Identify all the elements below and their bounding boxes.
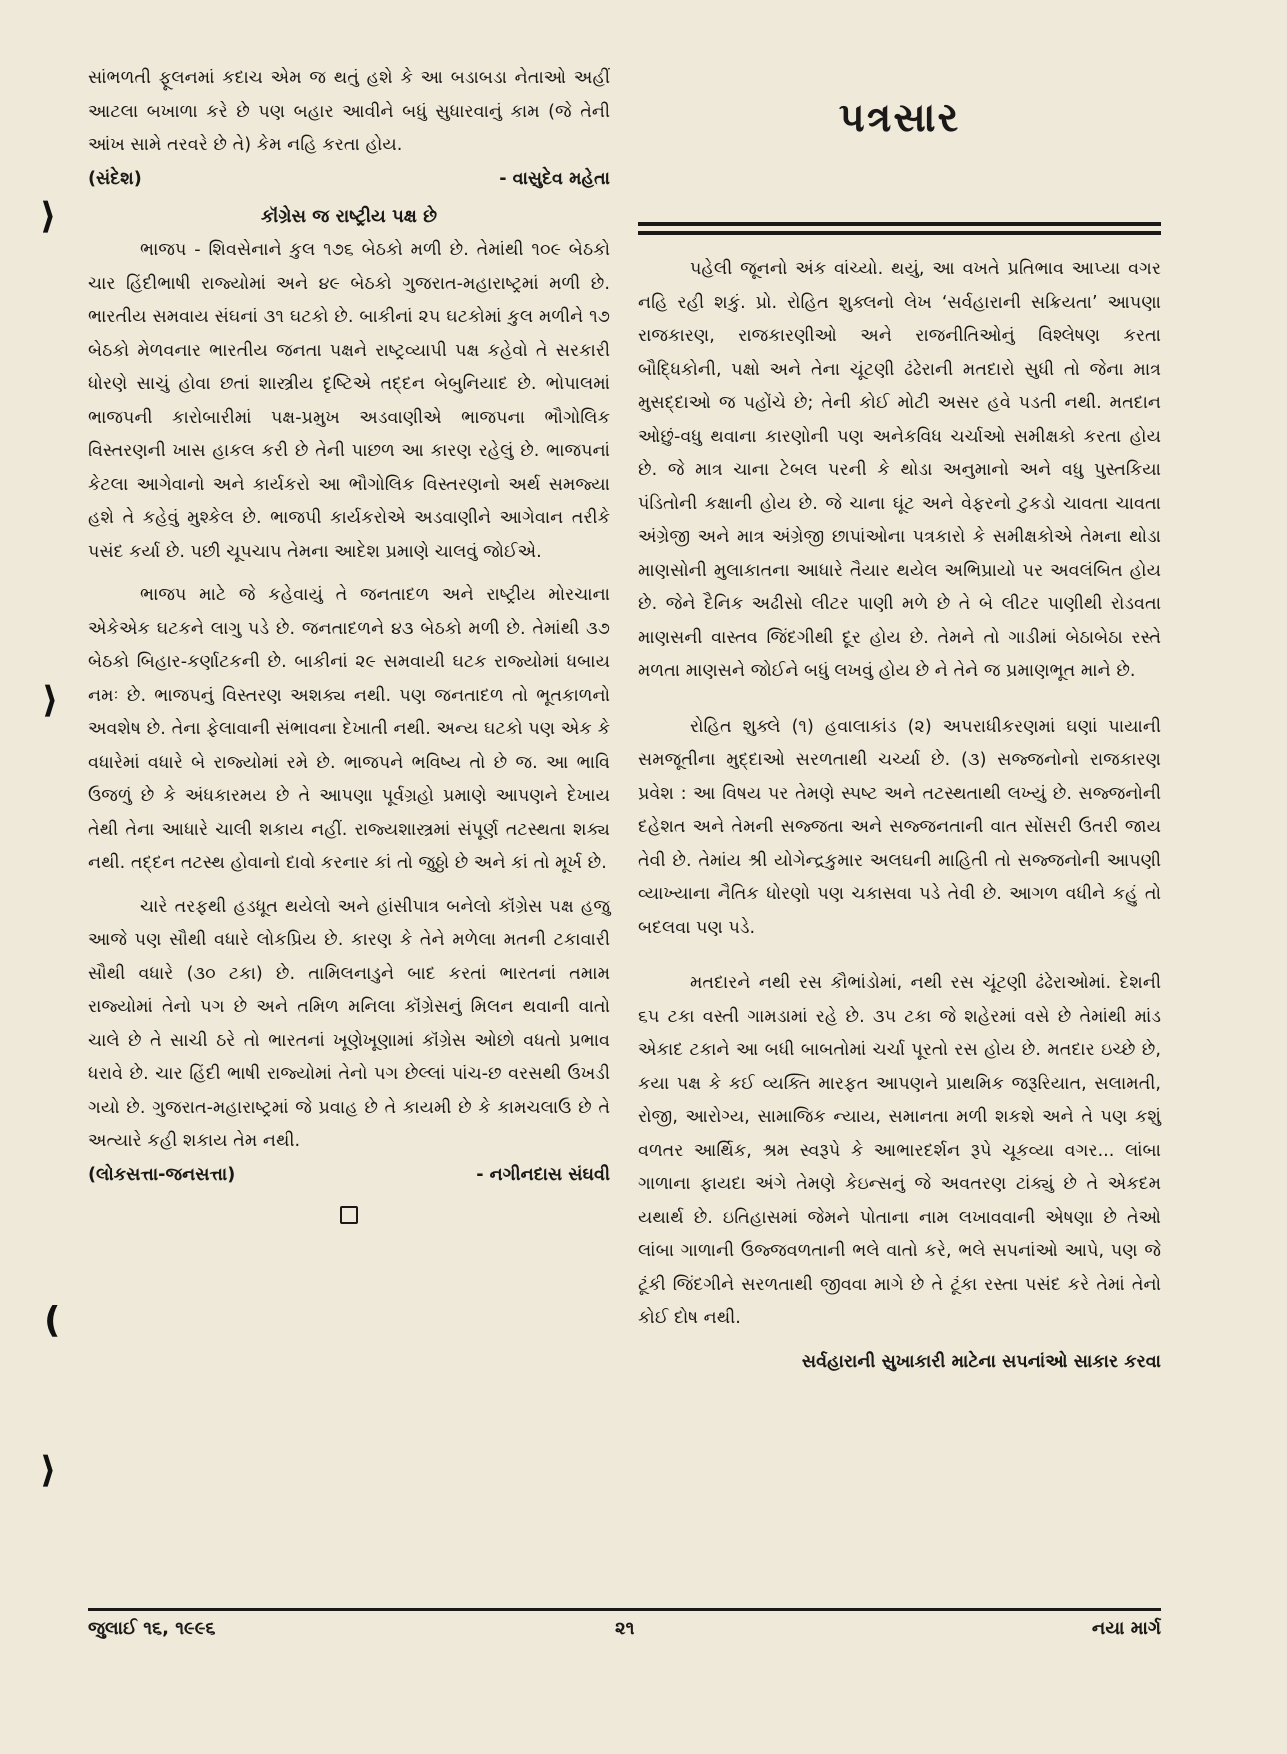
source-label: (સંદેશ) [88,168,142,189]
right-column [638,62,1161,1379]
margin-mark-icon: ⟩ [42,680,59,721]
byline [88,1159,610,1193]
margin-mark-icon: ( [44,1300,61,1341]
left-column [88,62,610,1224]
magazine-name: નયા માર્ગ [1091,1618,1161,1639]
article-paragraph: સાંભળતી ફૂલનમાં કદાચ એમ જ થતું હશે કે આ બડાબડા નેતાઓ અહીં આટલા બખાળા કરે છે પણ બહાર આવીને બધું સુધારવાનું કામ (જે તેની આંખ સામે તરવરે છે તે) કેમ નહિ કરતા હોય. [88,68,610,155]
end-mark-icon [340,1206,358,1224]
margin-mark-icon: ⟩ [40,196,57,237]
continuation-line: સર્વહારાની સુખાકારી માટેના સપનાંઓ સાકાર કરવા [801,1351,1161,1372]
section-masthead: પત્રસાર [838,95,961,141]
footer-rule [88,1608,1161,1611]
article-heading: કૉંગ્રેસ જ રાષ્ટ્રીય પક્ષ છે [260,206,438,227]
byline [88,163,610,197]
page-number: ૨૧ [615,1618,635,1639]
letter-paragraph: મતદારને નથી રસ કૌભાંડોમાં, નથી રસ ચૂંટણી ઢંઢેરાઓમાં. દેશની ૬૫ ટકા વસ્તી ગામડામાં રહે છે. ૩૫ ટકા જે શહેરમાં વસે છે તેમાંથી માંડ એકાદ ટકાને આ બધી બાબતોમાં ચર્ચા પૂરતો રસ હોય છે. મતદાર ઇચ્છે છે, કયા પક્ષ કે કઈ વ્યક્તિ મારફત આપણને પ્રાથમિક જરૂરિયાત, સલામતી, રોજી, આરોગ્ય, સામાજિક ન્યાય, સમાનતા મળી શકશે અને તે પણ કશું વળતર આર્થિક, શ્રમ સ્વરૂપે કે આભારદર્શન રૂપે ચૂકવ્યા વગર... લાંબા ગાળાના ફાયદા અંગે તેમણે કેઇન્સનું જે અવતરણ ટાંક્યું છે તે એકદમ યથાર્થ છે. ઇતિહાસમાં જેમને પોતાના નામ લખાવવાની એષણા છે તેઓ લાંબા ગાળાની ઉજ્જવળતાની ભલે વાતો કરે, ભલે સપનાંઓ આપે, પણ જે ટૂંકી જિંદગીને સરળતાથી જીવવા માગે છે તે ટૂંકા રસ્તા પસંદ કરે તેમાં તેનો કોઈ દોષ નથી. [638,973,1161,1328]
issue-date: જુલાઈ ૧૬, ૧૯૯૬ [88,1618,216,1639]
article-paragraph: ભાજપ માટે જે કહેવાયું તે જનતાદળ અને રાષ્ટ્રીય મોરચાના એકેએક ઘટકને લાગુ પડે છે. જનતાદળને ૪૩ બેઠકો મળી છે. તેમાંથી ૩૭ બેઠકો બિહાર-કર્ણાટકની છે. બાકીનાં ૨૯ સમવાયી ઘટક રાજ્યોમાં ધબાય નમઃ છે. ભાજપનું વિસ્તરણ અશક્ય નથી. પણ જનતાદળ તો ભૂતકાળનો અવશેષ છે. તેના ફેલાવાની સંભાવના દેખાતી નથી. અન્ય ઘટકો પણ એક કે વધારેમાં વધારે બે રાજ્યોમાં રમે છે. ભાજપને ભવિષ્ય તો છે જ. આ ભાવિ ઉજળું છે કે અંધકારમય છે તે આપણા પૂર્વગ્રહો પ્રમાણે આપણને દેખાય તેથી તેના આધારે ચાલી શકાય નહીં. રાજ્યશાસ્ત્રમાં સંપૂર્ણ તટસ્થતા શક્ય નથી. તદ્દન તટસ્થ હોવાનો દાવો કરનાર કાં તો જુઠ્ઠો છે અને કાં તો મૂર્ખ છે. [88,585,610,873]
letter-paragraph: પહેલી જૂનનો અંક વાંચ્યો. થયું, આ વખતે પ્રતિભાવ આપ્યા વગર નહિ રહી શકું. પ્રો. રોહિત શુક્લનો લેખ ‘સર્વહારાની સક્રિયતા’ આપણા રાજકારણ, રાજકારણીઓ અને રાજનીતિઓનું વિશ્લેષણ કરતા બૌદ્ધિકોની, પક્ષો અને તેના ચૂંટણી ઢંઢેરાની મતદારો સુધી તો જેના માત્ર મુસદ્દાઓ જ પહોંચે છે; તેની કોઈ મોટી અસર હવે પડતી નથી. મતદાન ઓછું-વધુ થવાના કારણોની પણ અનેકવિધ ચર્ચાઓ સમીક્ષકો કરતા હોય છે. જે માત્ર ચાના ટેબલ પરની કે થોડા અનુમાનો અને વધુ પુસ્તકિયા પંડિતોની કક્ષાની હોય છે. જે ચાના ઘૂંટ અને વેફરનો ટુકડો ચાવતા ચાવતા અંગ્રેજી અને માત્ર અંગ્રેજી છાપાંઓના પત્રકારો કે સમીક્ષકોએ તેમના થોડા માણસોની મુલાકાતના આધારે તૈયાર થયેલ અભિપ્રાયો પર અવલંબિત હોય છે. જેને દૈનિક અઢીસો લીટર પાણી મળે છે તે બે લીટર પાણીથી રોડવતા માણસની વાસ્તવ જિંદગીથી દૂર હોય છે. તેમને તો ગાડીમાં બેઠાબેઠા રસ્તે મળતા માણસને જોઈને બધું લખવું હોય છે ને તેને જ પ્રમાણભૂત માને છે. [638,259,1161,681]
margin-mark-icon: ⟩ [40,1450,57,1491]
author-name: - નગીનદાસ સંઘવી [476,1164,610,1185]
article-paragraph: ભાજપ - શિવસેનાને કુલ ૧૭૬ બેઠકો મળી છે. તેમાંથી ૧૦૯ બેઠકો ચાર હિંદીભાષી રાજ્યોમાં અને ૪૯ બેઠકો ગુજરાત-મહારાષ્ટ્રમાં મળી છે. ભારતીય સમવાય સંઘનાં ૩૧ ઘટકો છે. બાકીનાં ૨૫ ઘટકોમાં કુલ મળીને ૧૭ બેઠકો મેળવનાર ભારતીય જનતા પક્ષને રાષ્ટ્રવ્યાપી પક્ષ કહેવો તે સરકારી ધોરણે સાચું હોવા છતાં શાસ્ત્રીય દૃષ્ટિએ તદ્દન બેબુનિયાદ છે. ભોપાલમાં ભાજપની કારોબારીમાં પક્ષ-પ્રમુખ અડવાણીએ ભાજપના ભૌગોલિક વિસ્તરણની ખાસ હાકલ કરી છે તેની પાછળ આ કારણ રહેલું છે. ભાજપનાં કેટલા આગેવાનો અને કાર્યકરો આ ભૌગોલિક વિસ્તરણનો અર્થ સમજ્યા હશે તે કહેવું મુશ્કેલ છે. ભાજપી કાર્યકરોએ અડવાણીને આગેવાન તરીકે પસંદ કર્યા છે. પછી ચૂપચાપ તેમના આદેશ પ્રમાણે ચાલવું જોઈએ. [88,240,610,562]
article-paragraph: ચારે તરફથી હડધૂત થયેલો અને હાંસીપાત્ર બનેલો કૉંગ્રેસ પક્ષ હજુ આજે પણ સૌથી વધારે લોકપ્રિય છે. કારણ કે તેને મળેલા મતની ટકાવારી સૌથી વધારે (૩૦ ટકા) છે. તામિલનાડુને બાદ કરતાં ભારતનાં તમામ રાજ્યોમાં તેનો પગ છે અને તમિળ મનિલા કૉંગ્રેસનું મિલન થવાની વાતો ચાલે છે તે સાચી ઠરે તો ભારતનાં ખૂણેખૂણામાં કૉંગ્રેસ ઓછો વધતો પ્રભાવ ધરાવે છે. ચાર હિંદી ભાષી રાજ્યોમાં તેનો પગ છેલ્લાં પાંચ-છ વરસથી ઉખડી ગયો છે. ગુજરાત-મહારાષ્ટ્રમાં જે પ્રવાહ છે તે કાયમી છે કે કામચલાઉ છે તે અત્યારે કહી શકાય તેમ નથી. [88,896,610,1151]
source-label: (લોકસત્તા-જનસત્તા) [88,1164,236,1185]
letter-paragraph: રોહિત શુક્લે (૧) હવાલાકાંડ (૨) અપરાધીકરણમાં ઘણાં પાયાની સમજૂતીના મુદ્દાઓ સરળતાથી ચર્ચ્યા છે. (૩) સજ્જનોનો રાજકારણ પ્રવેશ : આ વિષય પર તેમણે સ્પષ્ટ અને તટસ્થતાથી લખ્યું છે. સજ્જનોની દહેશત અને તેમની સજ્જતા અને સજ્જનતાની વાત સોંસરી ઉતરી જાય તેવી છે. તેમાંય શ્રી યોગેન્દ્રકુમાર અલઘની માહિતી તો સજ્જનોની આપણી વ્યાખ્યાના નૈતિક ધોરણો પણ ચકાસવા પડે તેવી છે. આગળ વધીને કહું તો બદલવા પણ પડે. [638,716,1161,938]
author-name: - વાસુદેવ મહેતા [499,168,610,189]
